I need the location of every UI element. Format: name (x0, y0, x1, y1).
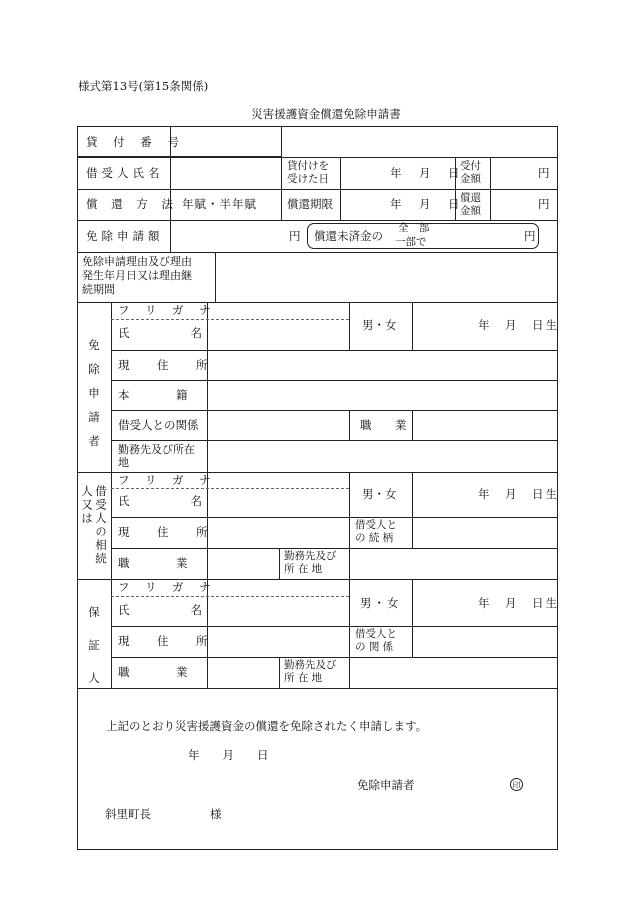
guarantor-occupation-label: 職 業 (118, 665, 191, 679)
reason-value[interactable] (218, 255, 554, 299)
unpaid-all: 全 部 (398, 222, 430, 234)
applicant-relation-label: 借受人との関係 (118, 418, 199, 432)
addressee: 斜里町長 (105, 807, 151, 821)
guarantor-group-label: 保証人 (88, 605, 100, 685)
applicant-furigana-label: フ リ ガ ナ (118, 303, 213, 317)
guarantor-name-label: 氏 名 (118, 603, 205, 617)
applicant-occupation-label: 職 業 (360, 418, 413, 432)
borrower-name-label: 借受人氏名 (86, 166, 164, 180)
heir-birth: 年 月 日生 (478, 487, 559, 501)
applicant-birth: 年 月 日生 (478, 318, 559, 332)
received-amount-yen: 円 (538, 166, 550, 180)
declaration-date: 年 月 日 (188, 748, 269, 762)
reason-label: 免除申請理由及び理由 発生年月日又は理由継 続期間 (82, 255, 192, 297)
declaration-text: 上記のとおり災害援護資金の償還を免除されたく申請します。 (106, 719, 428, 733)
borrower-name-value[interactable] (172, 160, 278, 186)
seal-icon: 印 (510, 778, 523, 791)
applicant-address-label: 現 住 所 (118, 358, 216, 372)
unpaid-part: 一部で (395, 236, 427, 248)
repayment-period-format: 年 月 日 (390, 197, 463, 211)
applicant-name-label: 氏 名 (118, 326, 205, 340)
exempt-amount-label: 免除申請額 (86, 229, 164, 243)
exempt-amount-yen: 円 (289, 229, 301, 243)
repayment-method-label: 償 還 方 法 (86, 197, 178, 211)
heir-relation-label: 借受人と の 続 柄 (355, 519, 397, 544)
applicant-domicile-label: 本 籍 (118, 388, 191, 402)
loan-date-label: 貸付けを 受けた日 (287, 160, 329, 185)
guarantor-address-label: 現 住 所 (118, 634, 216, 648)
repayment-amount-label: 償還 金額 (460, 192, 481, 217)
honorific: 様 (210, 807, 222, 821)
received-amount-label: 受付 金額 (460, 160, 481, 185)
guarantor-birth: 年 月 日生 (478, 596, 559, 610)
loan-date-format: 年 月 日 (390, 166, 463, 180)
heir-group-label: 借受人の相続人又は (80, 485, 108, 566)
form-number: 様式第13号(第15条関係) (78, 79, 209, 93)
guarantor-workplace-label: 勤務先及び 所 在 地 (284, 659, 337, 684)
guarantor-relation-label: 借受人と の 関 係 (355, 628, 397, 653)
loan-number-value[interactable] (172, 130, 278, 154)
applicant-workplace-label: 勤務先及び所在 地 (118, 443, 195, 470)
applicant-gender[interactable]: 男・女 (362, 318, 397, 332)
unpaid-yen: 円 (524, 229, 536, 243)
heir-address-label: 現 住 所 (118, 525, 216, 539)
heir-furigana-label: フ リ ガ ナ (118, 473, 213, 487)
loan-number-label: 貸 付 番 号 (86, 135, 185, 149)
heir-occupation-label: 職 業 (118, 556, 191, 570)
unpaid-label: 償還未済金の (314, 229, 383, 243)
declaration-applicant-label: 免除申請者 (357, 778, 415, 792)
repayment-amount-yen: 円 (538, 197, 550, 211)
form-title: 災害援護資金償還免除申請書 (251, 107, 401, 121)
heir-gender[interactable]: 男・女 (362, 487, 397, 501)
heir-workplace-label: 勤務先及び 所 在 地 (284, 550, 337, 575)
heir-name-label: 氏 名 (118, 494, 205, 508)
repayment-period-label: 償還期限 (287, 197, 333, 211)
repayment-method-value: 年賦・半年賦 (182, 197, 257, 211)
applicant-group-label: 免除申請者 (88, 338, 100, 448)
guarantor-furigana-label: フ リ ガ ナ (118, 580, 213, 594)
guarantor-gender[interactable]: 男・女 (360, 596, 401, 610)
